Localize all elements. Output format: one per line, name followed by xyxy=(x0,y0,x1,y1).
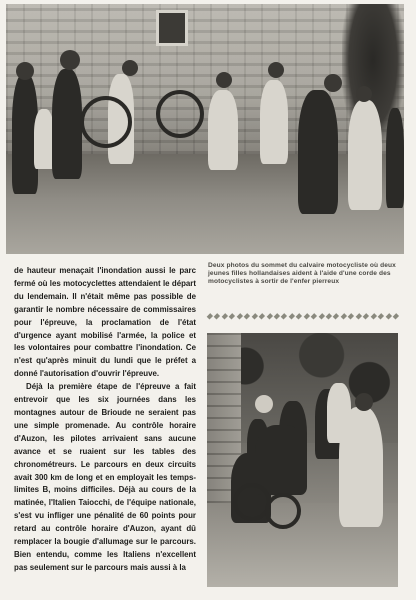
rider xyxy=(255,425,307,495)
figure xyxy=(348,100,382,210)
figure-head xyxy=(216,72,232,88)
window xyxy=(156,10,188,46)
bottom-photo xyxy=(207,333,398,587)
motorcycle-wheel xyxy=(156,90,204,138)
figure xyxy=(260,80,288,164)
figure-head xyxy=(60,50,80,70)
figure-head xyxy=(255,395,273,413)
figure-head xyxy=(122,60,138,76)
figure xyxy=(208,90,238,170)
article-text xyxy=(14,265,196,575)
figure xyxy=(386,108,404,208)
figure-head xyxy=(16,62,34,80)
figure xyxy=(34,109,54,169)
figure-head xyxy=(355,393,373,411)
top-photo xyxy=(6,4,404,254)
figure-head xyxy=(268,62,284,78)
article-paragraph: Déjà la première étape de l'épreuve a fait entrevoir que les six journées dans les montagnes autour de Brioude ne seraient pas une simple promenade. Au contrôle horaire d'Auzon, les pilotes arrivaient sans aucune avance et se ruaient sur les tables des chronométreurs. Le parcours en deux circuits avait 300 km de long et en employait les temps-limites B, moins difficiles. Déjà au cours de la matinée, l'Italien Taiocchi, de l'équipe nationale, s'est vu infliger une pénalité de 60 points pour retard au contrôle horaire d'Auzon, ayant dû remplacer la bougie d'allumage sur le parcours. Bien entendu, comme les Italiens n'excellent pas seulement sur le parcours mais aussi à la xyxy=(14,382,196,572)
photo-caption: Deux photos du sommet du calvaire motocycliste où deux jeunes filles hollandaises aident à l'aide d'une corde des motocyclistes à sortir de l'enfer pierreux xyxy=(208,262,396,286)
figure-head xyxy=(356,86,372,102)
article-paragraph: de hauteur menaçait l'inondation aussi le parc fermé où les motocyclettes attendaient le départ du lendemain. Il n'était même pas possible de garantir le nombre nécessaire de commissaires pour l'épreuve, la proclamation de l'état d'urgence ayant mobilisé l'armée, la police et les volontaires pour combattre l'inondation. Ce n'est qu'après minuit du lundi que le préfet a donné l'autorisation d'ouvrir l'épreuve. xyxy=(14,266,196,379)
figure xyxy=(52,69,82,179)
diamond-divider xyxy=(208,312,398,320)
figure-head xyxy=(324,74,342,92)
figure xyxy=(298,90,338,214)
figure xyxy=(339,407,383,527)
motorcycle-wheel xyxy=(80,96,132,148)
motorcycle-wheel xyxy=(265,493,301,529)
